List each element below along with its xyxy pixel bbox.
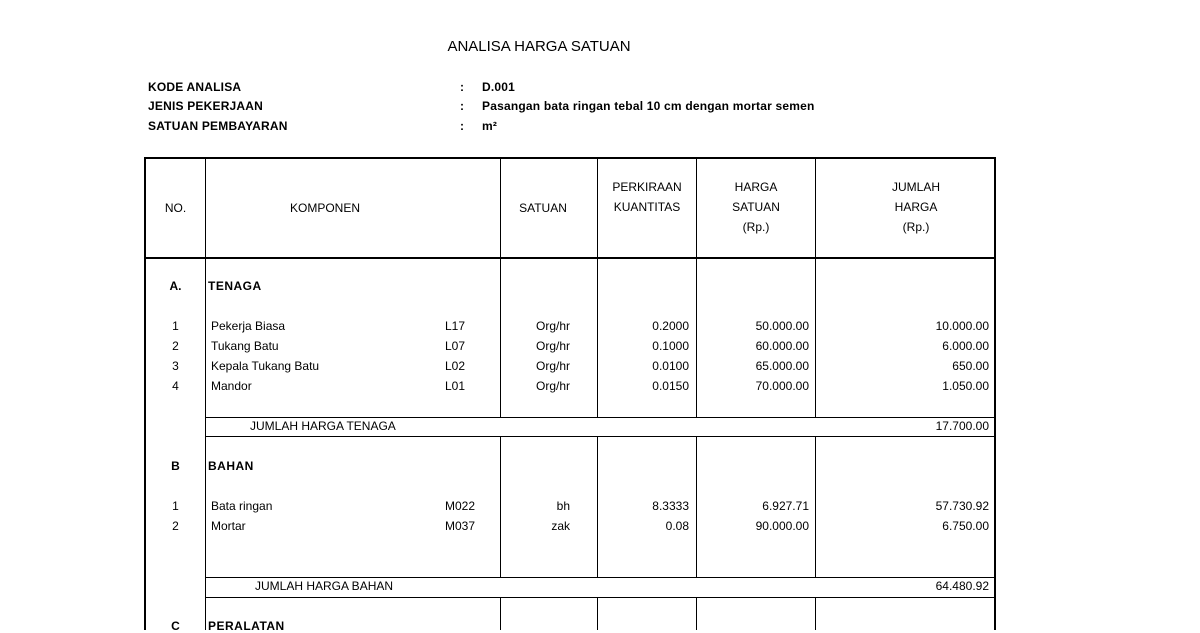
meta-sep: : — [460, 99, 465, 113]
header-satuan: SATUAN — [519, 201, 567, 215]
row-component: Bata ringan — [211, 499, 273, 513]
table-border-top — [144, 157, 996, 159]
header-jumlah-line2: HARGA — [894, 200, 938, 214]
row-qty: 8.3333 — [652, 499, 689, 513]
header-harga-line3: (Rp.) — [742, 220, 770, 234]
row-total: 1.050.00 — [942, 379, 989, 393]
row-qty: 0.1000 — [652, 339, 689, 353]
subtotal-value: 64.480.92 — [935, 579, 989, 593]
header-harga-line2: SATUAN — [732, 200, 780, 214]
section-letter: C — [171, 619, 180, 633]
header-kuantitas-line1: PERKIRAAN — [612, 180, 682, 194]
meta-value-jenis: Pasangan bata ringan tebal 10 cm dengan mortar semen — [482, 99, 815, 113]
row-no: 2 — [172, 339, 179, 353]
page-title: ANALISA HARGA SATUAN — [447, 38, 631, 55]
col-divider-satuan-c — [597, 597, 598, 630]
section-letter: B — [171, 459, 180, 473]
row-price: 65.000.00 — [755, 359, 809, 373]
header-harga-line1: HARGA — [734, 180, 778, 194]
row-code: L07 — [445, 339, 466, 353]
meta-sep: : — [460, 80, 465, 94]
row-qty: 0.08 — [665, 519, 689, 533]
row-unit: Org/hr — [535, 379, 570, 393]
row-qty: 0.0100 — [652, 359, 689, 373]
row-unit: zak — [551, 519, 570, 533]
row-price: 60.000.00 — [755, 339, 809, 353]
header-jumlah-line1: JUMLAH — [891, 180, 940, 194]
row-qty: 0.2000 — [652, 319, 689, 333]
row-total: 10.000.00 — [935, 319, 989, 333]
col-divider-no — [205, 157, 206, 630]
meta-sep: : — [460, 119, 465, 133]
meta-value-kode: D.001 — [482, 80, 516, 94]
row-total: 6.000.00 — [942, 339, 989, 353]
subtotal-b-bottom — [205, 597, 996, 598]
row-no: 3 — [172, 359, 179, 373]
subtotal-label: JUMLAH HARGA BAHAN — [255, 579, 394, 593]
table-border-left — [144, 157, 146, 630]
section-letter: A. — [169, 279, 182, 293]
col-divider-komponen — [500, 157, 501, 417]
row-component: Pekerja Biasa — [211, 319, 286, 333]
row-total: 650.00 — [952, 359, 989, 373]
header-jumlah-line3: (Rp.) — [902, 220, 930, 234]
row-component: Kepala Tukang Batu — [211, 359, 320, 373]
row-total: 57.730.92 — [935, 499, 989, 513]
header-no: NO. — [164, 201, 187, 215]
row-code: L02 — [445, 359, 466, 373]
col-divider-komponen-c — [500, 597, 501, 630]
row-component: Mandor — [211, 379, 252, 393]
row-no: 4 — [172, 379, 179, 393]
section-title: PERALATAN — [208, 619, 285, 633]
row-unit: Org/hr — [535, 359, 570, 373]
row-unit: bh — [556, 499, 570, 513]
section-title: BAHAN — [208, 459, 254, 473]
row-no: 2 — [172, 519, 179, 533]
subtotal-a-top — [205, 417, 996, 418]
col-divider-harga-c — [815, 597, 816, 630]
subtotal-value: 17.700.00 — [935, 419, 989, 433]
meta-label-jenis: JENIS PEKERJAAN — [148, 99, 264, 113]
row-price: 90.000.00 — [755, 519, 809, 533]
header-kuantitas-line2: KUANTITAS — [613, 200, 681, 214]
subtotal-a-bottom — [205, 436, 996, 437]
row-component: Mortar — [211, 519, 246, 533]
meta-value-satuan: m² — [482, 119, 498, 133]
col-divider-kuantitas-c — [696, 597, 697, 630]
subtotal-b-top — [205, 577, 996, 578]
row-price: 50.000.00 — [755, 319, 809, 333]
subtotal-label: JUMLAH HARGA TENAGA — [250, 419, 396, 433]
row-unit: Org/hr — [535, 339, 570, 353]
row-component: Tukang Batu — [211, 339, 279, 353]
row-code: L17 — [445, 319, 466, 333]
header-divider — [144, 257, 996, 259]
row-total: 6.750.00 — [942, 519, 989, 533]
row-qty: 0.0150 — [652, 379, 689, 393]
row-no: 1 — [172, 319, 179, 333]
row-code: L01 — [445, 379, 466, 393]
row-no: 1 — [172, 499, 179, 513]
row-price: 6.927.71 — [762, 499, 809, 513]
meta-label-satuan: SATUAN PEMBAYARAN — [148, 119, 288, 133]
row-code: M037 — [445, 519, 476, 533]
meta-label-kode: KODE ANALISA — [148, 80, 242, 94]
header-komponen: KOMPONEN — [289, 201, 360, 215]
section-title: TENAGA — [208, 279, 262, 293]
row-code: M022 — [445, 499, 476, 513]
row-price: 70.000.00 — [755, 379, 809, 393]
row-unit: Org/hr — [535, 319, 570, 333]
